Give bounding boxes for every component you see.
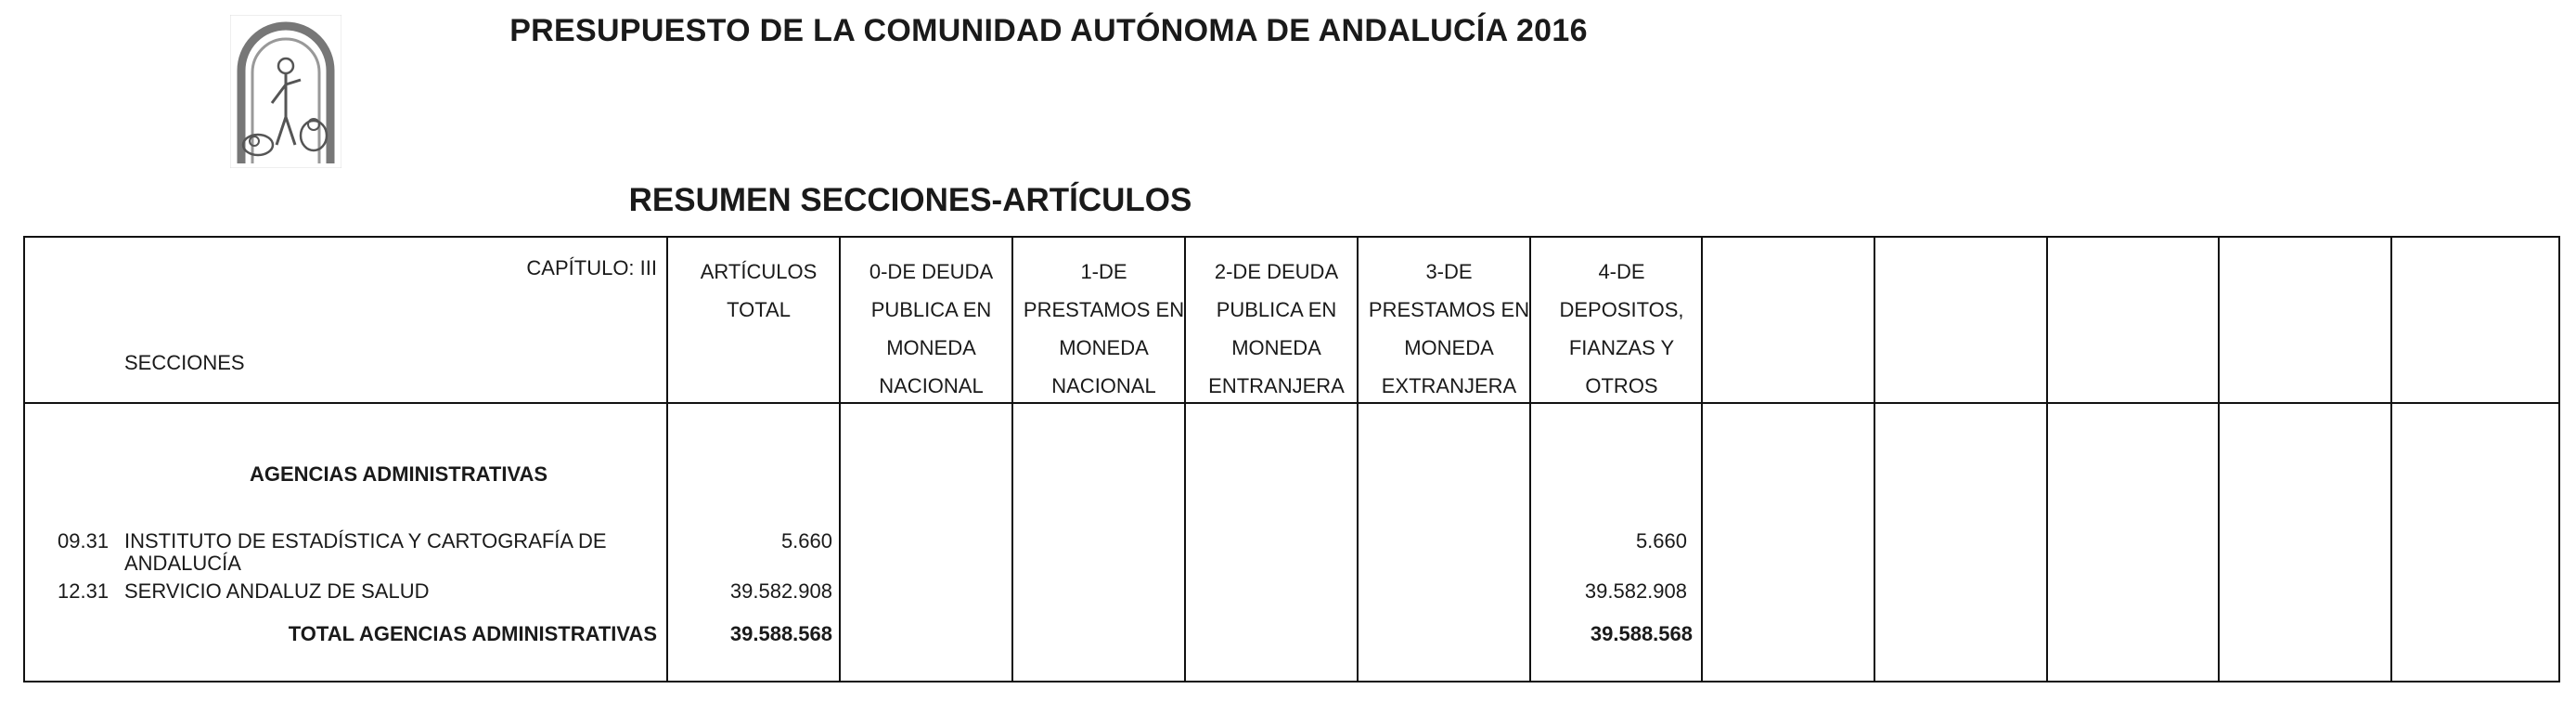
chapter-label: CAPÍTULO: III — [526, 256, 657, 280]
column-header-0-deuda-nacional: 0-DE DEUDA PUBLICA EN MONEDA NACIONAL — [869, 260, 994, 397]
column-header-2-deuda-extranjera: 2-DE DEUDA PUBLICA EN MONEDA ENTRANJERA — [1208, 260, 1345, 397]
column-header-articulos-total: ARTÍCULOS TOTAL — [700, 260, 818, 321]
column-divider — [666, 236, 668, 682]
section-name: SERVICIO ANDALUZ DE SALUD — [124, 579, 430, 603]
section-name-continued: ANDALUCÍA — [124, 552, 241, 575]
section-code: 09.31 — [58, 529, 109, 552]
column-divider — [2390, 236, 2392, 682]
report-subtitle: RESUMEN SECCIONES-ARTÍCULOS — [628, 182, 1192, 218]
row-depositos-value: 5.660 — [1635, 529, 1687, 552]
page-title: PRESUPUESTO DE LA COMUNIDAD AUTÓNOMA DE ANDALUCÍA 2016 — [509, 13, 1588, 48]
column-header-1-prestamos-nacional: 1-DE PRESTAMOS EN MONEDA NACIONAL — [1023, 260, 1185, 397]
row-depositos-value: 39.582.908 — [1584, 579, 1687, 603]
column-divider — [2218, 236, 2220, 682]
column-divider — [2046, 236, 2048, 682]
row-total: 39.582.908 — [729, 579, 832, 603]
total-value: 39.588.568 — [729, 622, 832, 645]
total-label: TOTAL AGENCIAS ADMINISTRATIVAS — [288, 622, 657, 645]
section-name: INSTITUTO DE ESTADÍSTICA Y CARTOGRAFÍA DE — [124, 529, 607, 552]
sections-label: SECCIONES — [124, 351, 245, 374]
row-total: 5.660 — [780, 529, 832, 552]
column-header-4-depositos-fianzas: 4-DE DEPOSITOS, FIANZAS Y OTROS — [1559, 260, 1684, 397]
section-code: 12.31 — [58, 579, 109, 603]
column-divider — [1874, 236, 1875, 682]
total-depositos-value: 39.588.568 — [1590, 622, 1693, 645]
column-header-3-prestamos-extranjera: 3-DE PRESTAMOS EN MONEDA EXTRANJERA — [1368, 260, 1530, 397]
group-title: AGENCIAS ADMINISTRATIVAS — [250, 462, 548, 486]
